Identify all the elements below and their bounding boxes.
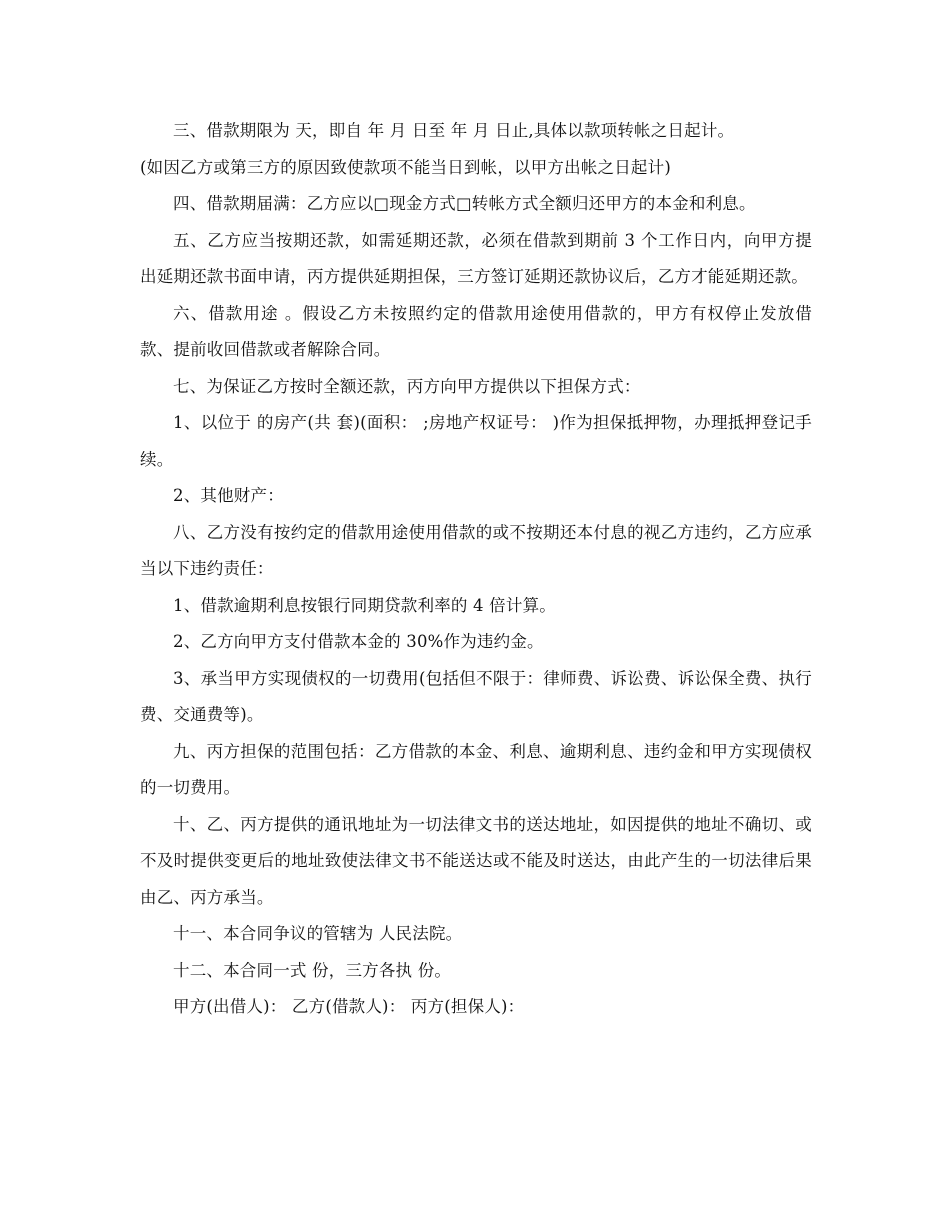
clause-6-loan-purpose: 六、借款用途 。假设乙方未按照约定的借款用途使用借款的，甲方有权停止发放借款、提前收回借款或者解除合同。 <box>140 303 812 359</box>
clause-5-extension: 五、乙方应当按期还款，如需延期还款，必须在借款到期前 3 个工作日内，向甲方提出延期还款书面申请，丙方提供延期担保，三方签订延期还款协议后，乙方才能延期还款。 <box>140 230 812 286</box>
clause-8-item-1: 1、借款逾期利息按银行同期贷款利率的 4 倍计算。 <box>173 595 556 615</box>
clause-8-breach: 八、乙方没有按约定的借款用途使用借款的或不按期还本付息的视乙方违约，乙方应承当以下违约责任： <box>140 522 812 578</box>
clause-7-guarantee: 七、为保证乙方按时全额还款，丙方向甲方提供以下担保方式： <box>173 376 641 396</box>
clause-7-item-1: 1、以位于 的房产(共 套)(面积： ;房地产权证号： )作为担保抵押物，办理抵押登记手续。 <box>140 413 812 469</box>
clause-4-repayment-method: 四、借款期届满：乙方应以□现金方式□转帐方式全额归还甲方的本金和利息。 <box>173 194 756 213</box>
clause-12-copies: 十二、本合同一式 份，三方各执 份。 <box>173 960 452 980</box>
clause-8-item-3: 3、承当甲方实现债权的一切费用(包括但不限于：律师费、诉讼费、诉讼保全费、执行费、交通费等)。 <box>140 668 812 724</box>
clause-3-note: (如因乙方或第三方的原因致使款项不能当日到帐，以甲方出帐之日起计) <box>140 157 671 177</box>
clause-3-loan-term: 三、借款期限为 天，即自 年 月 日至 年 月 日止,具体以款项转帐之日起计。 <box>173 121 735 140</box>
clause-7-item-2: 2、其他财产： <box>173 486 284 505</box>
signature-parties: 甲方(出借人)： 乙方(借款人)： 丙方(担保人)： <box>173 997 525 1016</box>
clause-11-jurisdiction: 十一、本合同争议的管辖为 人民法院。 <box>173 924 463 943</box>
document-body <box>140 113 812 1026</box>
clause-9-guarantee-scope: 九、丙方担保的范围包括：乙方借款的本金、利息、逾期利息、违约金和甲方实现债权的一切费用。 <box>140 741 812 797</box>
clause-8-item-2: 2、乙方向甲方支付借款本金的 30%作为违约金。 <box>173 632 544 651</box>
clause-10-service-address: 十、乙、丙方提供的通讯地址为一切法律文书的送达地址，如因提供的地址不确切、或不及时提供变更后的地址致使法律文书不能送达或不能及时送达，由此产生的一切法律后果由乙、丙方承当。 <box>140 814 812 907</box>
